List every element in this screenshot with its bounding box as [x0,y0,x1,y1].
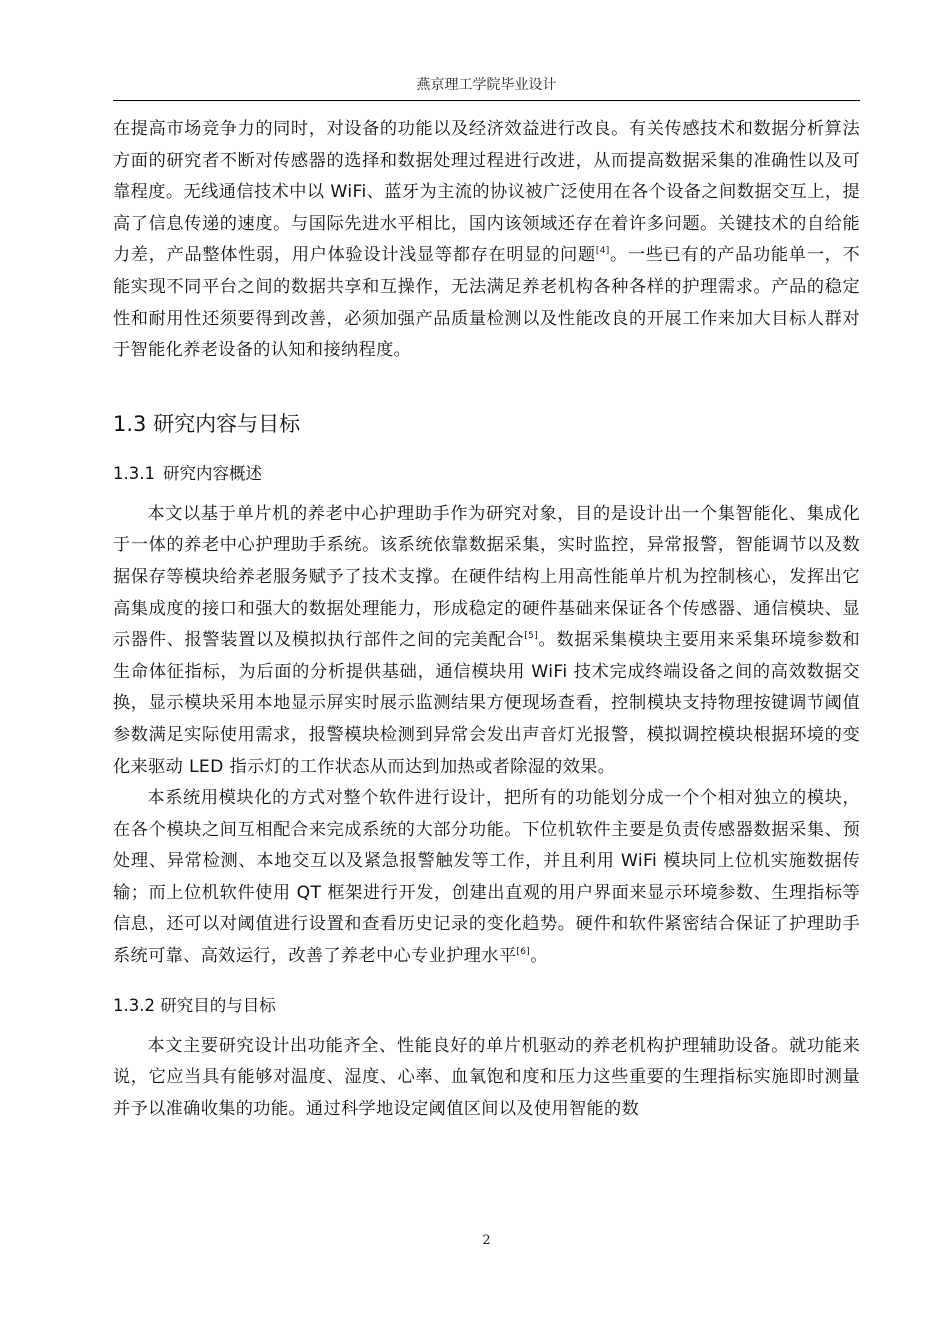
subsection-number: 1.3.1 [113,463,155,483]
page-number: 2 [482,1233,491,1248]
paragraph-text: 本文主要研究设计出功能齐全、性能良好的单片机驱动的养老机构护理辅助设备。就功能来说，它应当具有能够对温度、湿度、心率、血氧饱和度和压力这些重要的生理指标实施即时测量并予以准确收集的功能。通过科学地设定阈值区间以及使用智能的数 [113,1035,860,1119]
paragraph-text: 。一些已有的产品功能单一，不能实现不同平台之间的数据共享和互操作，无法满足养老机构各种各样的护理需求。产品的稳定性和耐用性还须要得到改善，必须加强产品质量检测以及性能改良的开展工作来加大目标人群对于智能化养老设备的认知和接纳程度。 [113,245,860,361]
header-divider [113,100,860,101]
citation-ref: [4] [595,246,610,257]
citation-ref: [6] [516,947,531,958]
paragraph-text: 本文以基于单片机的养老中心护理助手作为研究对象，目的是设计出一个集智能化、集成化于一体的养老中心护理助手系统。该系统依靠数据采集，实时监控，异常报警，智能调节以及数据保存等模块给养老服务赋予了技术支撑。在硬件结构上用高性能单片机为控制核心，发挥出它高集成度的接口和强大的数据处理能力，形成稳定的硬件基础来保证各个传感器、通信模块、显示器件、报警装置以及模拟执行部件之间的完美配合 [113,503,860,651]
paragraph-text: 在提高市场竞争力的同时，对设备的功能以及经济效益进行改良。有关传感技术和数据分析算法方面的研究者不断对传感器的选择和数据处理过程进行改进，从而提高数据采集的准确性以及可靠程度。无线通信技术中以 WiFi、蓝牙为主流的协议被广泛使用在各个设备之间数据交互上，提高了信息传递的速度。与国际先进水平相比，国内该领域还存在着许多问题。关键技术的自给能力差，产品整体性弱，用户体验设计浅显等都存在明显的问题 [113,119,860,266]
paragraph-text: 。 [530,946,548,967]
paragraph-text: 。数据采集模块主要用来采集环境参数和生命体征指标，为后面的分析提供基础，通信模块用 WiFi 技术完成终端设备之间的高效数据交换，显示模块采用本地显示屏实时展示监测结果方便现场查看，控制模块支持物理按键调节阈值参数满足实际使用需求，报警模块检测到异常会发出声音灯光报警，模拟调控模块根据环境的变化来驱动 LED 指示灯的工作状态从而达到加热或者除湿的效果。 [113,630,860,777]
paragraph-goals [113,1031,860,1126]
subsection-title: 研究内容概述 [162,463,262,483]
citation-ref: [5] [524,631,539,642]
section-heading: 1.3 研究内容与目标 [113,411,301,436]
page-body [113,114,860,1125]
subsection-heading-2: 1.3.2 研究目的与目标 [113,995,276,1015]
subsection-heading-1 [113,461,860,487]
paragraph-overview [113,499,860,783]
paragraph-software [113,783,860,973]
paragraph-text: 本系统用模块化的方式对整个软件进行设计，把所有的功能划分成一个个相对独立的模块，在各个模块之间互相配合来完成系统的大部分功能。下位机软件主要是负责传感器数据采集、预处理、异常检测、本地交互以及紧急报警触发等工作，并且利用 WiFi 模块同上位机实施数据传输；而上位机软件使用 QT 框架进行开发，创建出直观的用户界面来显示环境参数、生理指标等信息，还可以对阈值进行设置和查看历史记录的变化趋势。硬件和软件紧密结合保证了护理助手系统可靠、高效运行，改善了养老中心专业护理水平 [113,788,860,967]
paragraph-intro-continued [113,114,860,367]
page-header: 燕京理工学院毕业设计 [416,77,557,93]
